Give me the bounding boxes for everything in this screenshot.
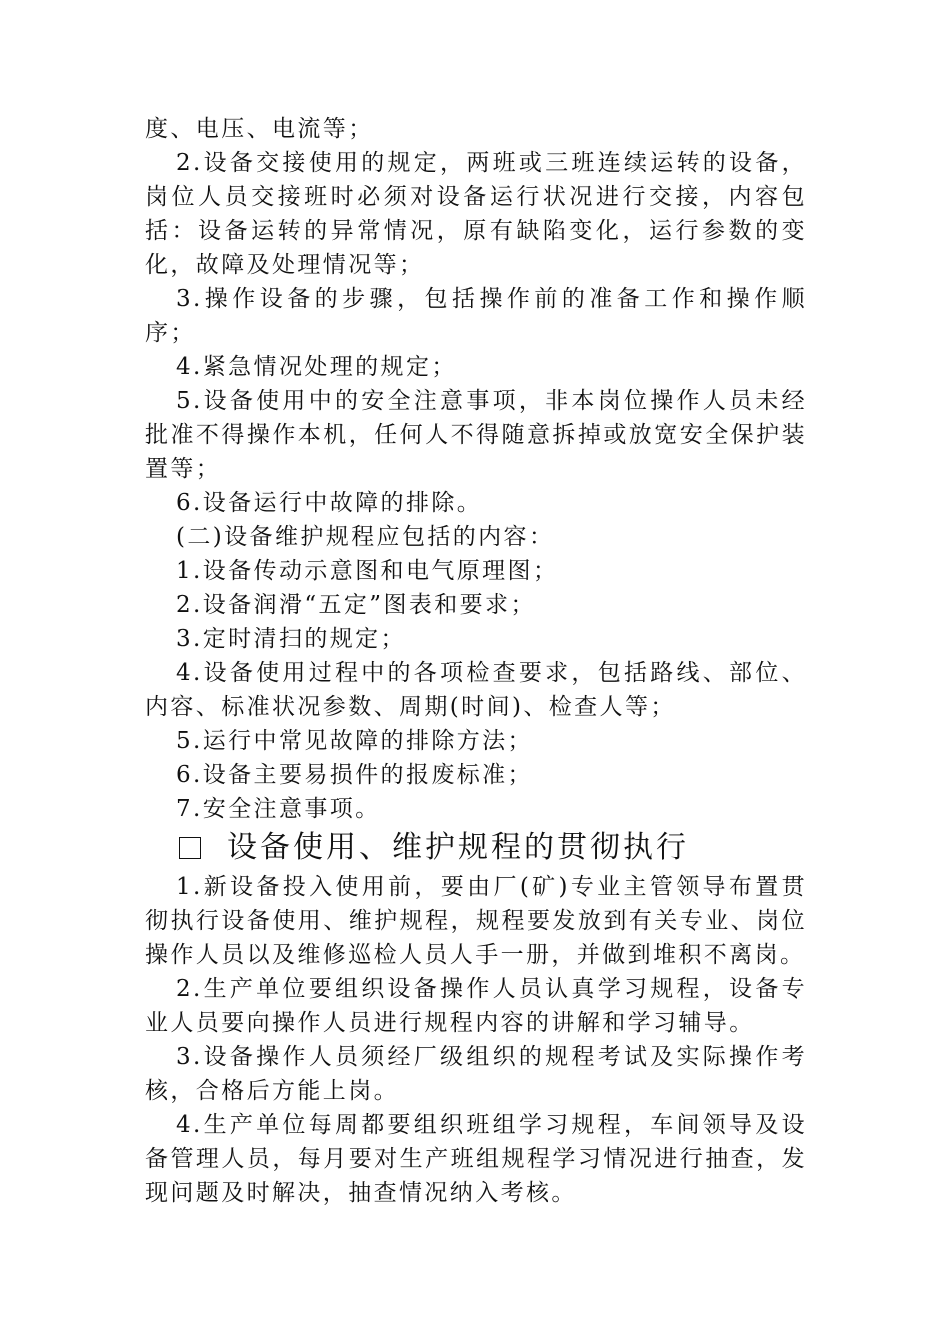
list-item: 3.定时清扫的规定； xyxy=(176,626,406,652)
list-item: 5.运行中常见故障的排除方法； xyxy=(176,728,533,754)
paragraph: 6.设备运行中故障的排除。 xyxy=(176,490,483,516)
document-page xyxy=(145,112,807,1210)
section-heading xyxy=(145,826,807,870)
section-heading-text: 设备使用、维护规程的贯彻执行 xyxy=(227,830,689,865)
paragraph: 4.生产单位每周都要组织班组学习规程，车间领导及设备管理人员，每月要对生产班组规程学习情况进行抽查，发现问题及时解决，抽查情况纳入考核。 xyxy=(145,1112,807,1206)
paragraph: 2.设备交接使用的规定，两班或三班连续运转的设备，岗位人员交接班时必须对设备运行状况进行交接，内容包括：设备运转的异常情况，原有缺陷变化，运行参数的变化，故障及处理情况等； xyxy=(145,150,807,278)
list-item: 7.安全注意事项。 xyxy=(176,796,381,822)
subsection-title: (二)设备维护规程应包括的内容： xyxy=(176,524,555,550)
list-item: 1.设备传动示意图和电气原理图； xyxy=(176,558,559,584)
paragraph: 3.操作设备的步骤，包括操作前的准备工作和操作顺序； xyxy=(145,286,807,346)
paragraph: 5.设备使用中的安全注意事项，非本岗位操作人员未经批准不得操作本机，任何人不得随意拆掉或放宽安全保护装置等； xyxy=(145,388,807,482)
paragraph: 1.新设备投入使用前，要由厂(矿)专业主管领导布置贯彻执行设备使用、维护规程，规程要发放到有关专业、岗位操作人员以及维修巡检人员人手一册，并做到堆积不离岗。 xyxy=(145,874,807,968)
list-item: 2.设备润滑“五定”图表和要求； xyxy=(176,592,536,618)
list-item: 6.设备主要易损件的报废标准； xyxy=(176,762,533,788)
list-item: 4.设备使用过程中的各项检查要求，包括路线、部位、内容、标准状况参数、周期(时间)、检查人等； xyxy=(145,660,807,720)
paragraph: 2.生产单位要组织设备操作人员认真学习规程，设备专业人员要向操作人员进行规程内容的讲解和学习辅导。 xyxy=(145,976,807,1036)
paragraph: 度、电压、电流等； xyxy=(145,116,374,142)
paragraph: 4.紧急情况处理的规定； xyxy=(176,354,457,380)
checkbox-icon xyxy=(179,837,201,859)
paragraph: 3.设备操作人员须经厂级组织的规程考试及实际操作考核，合格后方能上岗。 xyxy=(145,1044,807,1104)
